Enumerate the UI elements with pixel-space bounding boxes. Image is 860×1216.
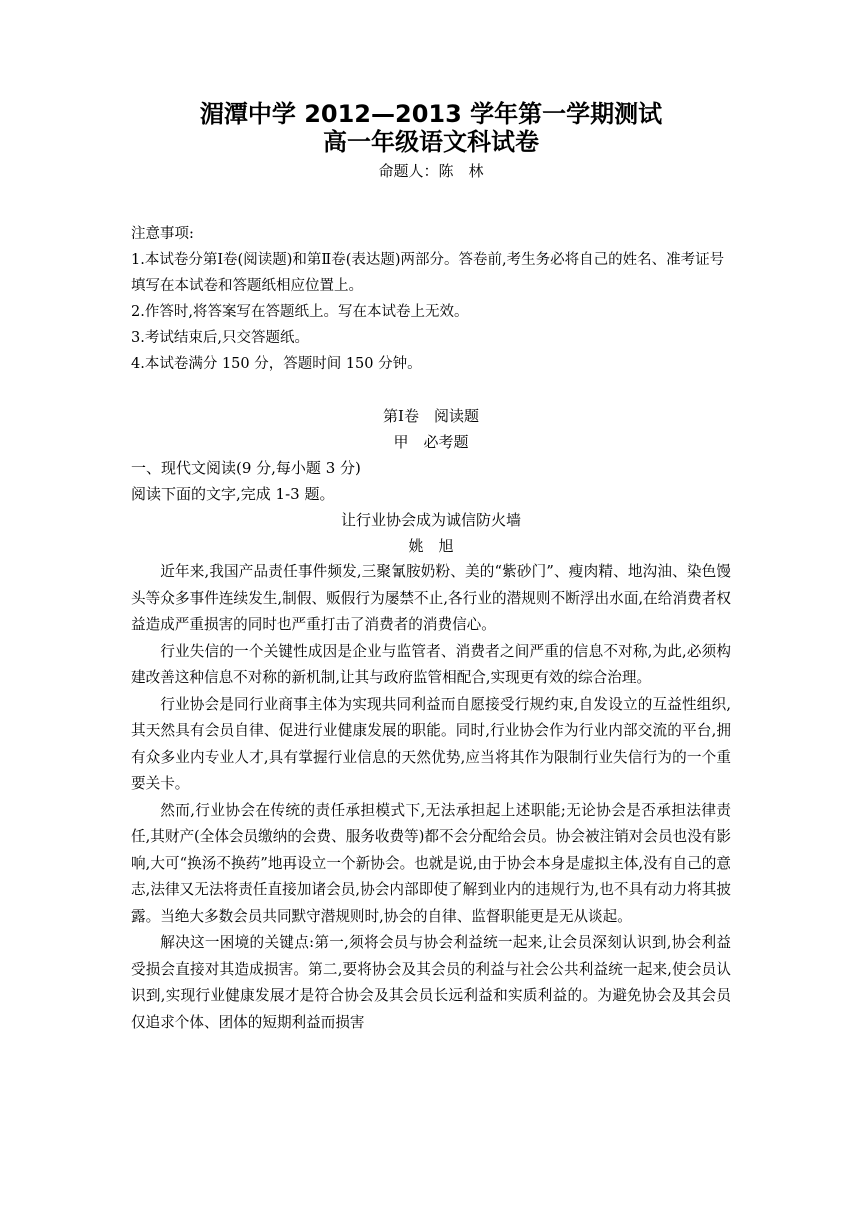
exam-author: 命题人：陈 林 — [378, 162, 484, 180]
notes-heading: 注意事项: — [131, 226, 194, 242]
notes-item: 4.本试卷满分 150 分，答题时间 150 分钟。 — [131, 356, 422, 372]
volume-heading: 第Ⅰ卷 阅读题 — [383, 407, 479, 425]
notes-section — [131, 221, 731, 377]
exam-title-line2: 高一年级语文科试卷 — [323, 128, 539, 156]
notes-item: 3.考试结束后,只交答题纸。 — [131, 330, 309, 346]
article-title: 让行业协会成为诚信防火墙 — [340, 511, 521, 529]
article-paragraph: 近年来,我国产品责任事件频发,三聚氰胺奶粉、美的“紫砂门”、瘦肉精、地沟油、染色馒头等众多事件连续发生,制假、贩假行为屡禁不止,各行业的潜规则不断浮出水面,在给消费者权益造成严重损害的同时也严重打击了消费者的消费信心。 — [131, 563, 731, 633]
notes-item: 1.本试卷分第Ⅰ卷(阅读题)和第Ⅱ卷(表达题)两部分。答卷前,考生务必将自己的姓名、准考证号填写在本试卷和答题纸相应位置上。 — [131, 252, 725, 294]
question-group-heading: 一、现代文阅读(9 分,每小题 3 分) — [131, 459, 361, 477]
article-paragraph: 行业协会是同行业商事主体为实现共同利益而自愿接受行规约束,自发设立的互益性组织,其天然具有会员自律、促进行业健康发展的职能。同时,行业协会作为行业内部交流的平台,拥有众多业内专业人才,具有掌握行业信息的天然优势,应当将其作为限制行业失信行为的一个重要关卡。 — [131, 695, 731, 792]
part-heading: 甲 必考题 — [393, 433, 469, 451]
article-paragraph: 然而,行业协会在传统的责任承担模式下,无法承担起上述职能;无论协会是否承担法律责任,其财产(全体会员缴纳的会费、服务收费等)都不会分配给会员。协会被注销对会员也没有影响,大可“换汤不换药”地再设立一个新协会。也就是说,由于协会本身是虚拟主体,没有自己的意志,法律又无法将责任直接加诸会员,协会内部即使了解到业内的违规行为,也不具有动力将其披露。当绝大多数会员共同默守潜规则时,协会的自律、监督职能更是无从谈起。 — [131, 801, 731, 925]
notes-item: 2.作答时,将答案写在答题纸上。写在本试卷上无效。 — [131, 304, 469, 320]
exam-page — [131, 100, 731, 1036]
reading-instruction: 阅读下面的文字,完成 1-3 题。 — [131, 485, 335, 503]
exam-title-line1: 湄潭中学 2012—2013 学年第一学期测试 — [199, 100, 663, 128]
article-paragraph: 行业失信的一个关键性成因是企业与监管者、消费者之间严重的信息不对称,为此,必须构建改善这种信息不对称的新机制,让其与政府监管相配合,实现更有效的综合治理。 — [131, 642, 731, 686]
article-body — [131, 559, 731, 1036]
article-paragraph: 解决这一困境的关键点:第一,须将会员与协会利益统一起来,让会员深刻认识到,协会利益受损会直接对其造成损害。第二,要将协会及其会员的利益与社会公共利益统一起来,使会员认识到,实现行业健康发展才是符合协会及其会员长远利益和实质利益的。为避免协会及其会员仅追求个体、团体的短期利益而损害 — [131, 934, 731, 1031]
article-author: 姚 旭 — [408, 537, 454, 555]
